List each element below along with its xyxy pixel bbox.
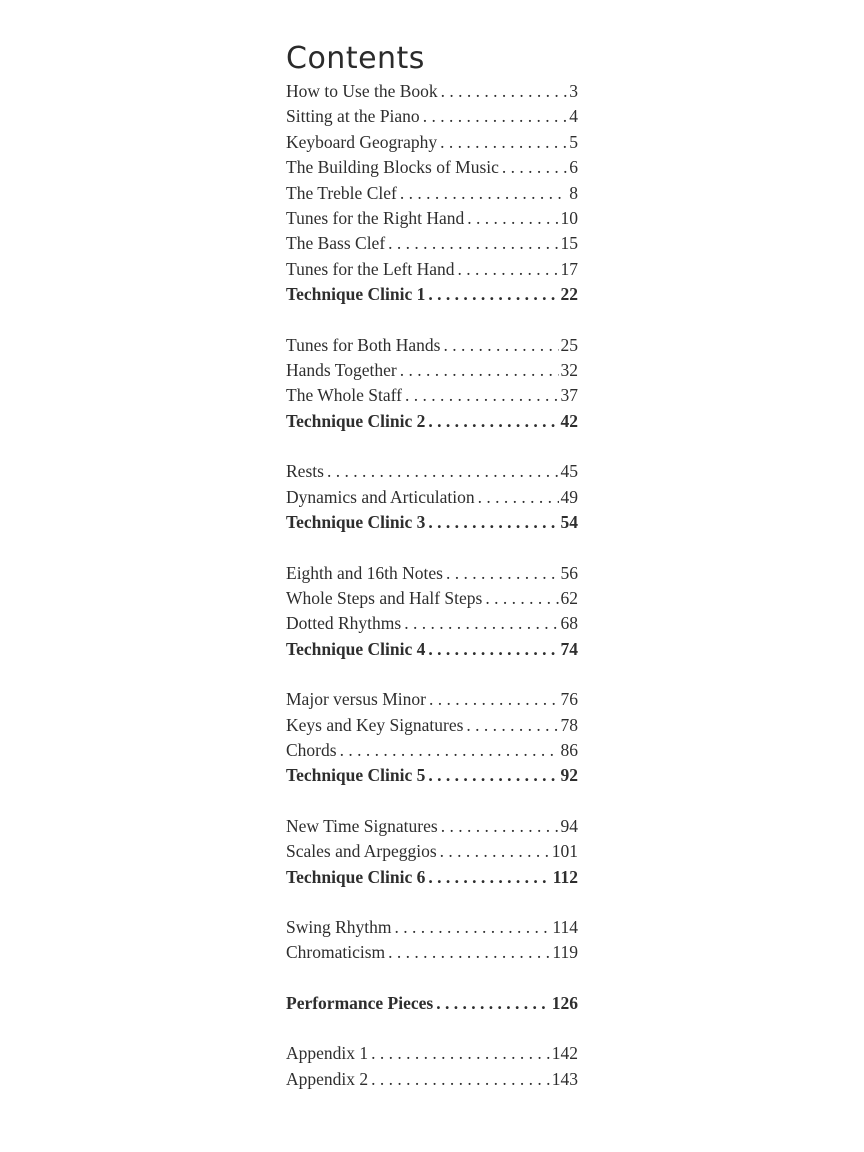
dot-leader (429, 687, 559, 712)
dot-leader (428, 637, 558, 662)
toc-entry-label: Rests (286, 461, 324, 482)
toc-entry-label: Tunes for Both Hands (286, 334, 441, 355)
toc-entry (286, 358, 578, 383)
dot-leader (400, 181, 567, 206)
dot-leader (466, 713, 558, 738)
toc-entry-page-number: 5 (569, 131, 578, 152)
toc-entry (286, 586, 578, 611)
toc-entry (286, 459, 578, 484)
toc-entry-label: Hands Together (286, 360, 397, 381)
toc-group (286, 915, 578, 966)
toc-entry-label: The Treble Clef (286, 182, 397, 203)
toc-entry-label: Dotted Rhythms (286, 613, 402, 634)
dot-leader (436, 991, 550, 1016)
toc-group (286, 1041, 578, 1092)
toc-entry-page-number: 45 (560, 461, 578, 482)
dot-leader (441, 79, 568, 104)
toc-entry-page-number: 114 (552, 916, 578, 937)
toc-entry-label: Appendix 1 (286, 1043, 369, 1064)
toc-entry (286, 865, 578, 890)
toc-entry (286, 991, 578, 1016)
toc-entry-page-number: 10 (560, 208, 578, 229)
toc-entry-label: Technique Clinic 5 (286, 765, 426, 786)
toc-entry-label: The Building Blocks of Music (286, 157, 499, 178)
toc-group (286, 991, 578, 1016)
toc-entry (286, 333, 578, 358)
toc-entry (286, 104, 578, 129)
toc-entry (286, 763, 578, 788)
toc-entry (286, 485, 578, 510)
toc-entry-page-number: 101 (551, 841, 578, 862)
dot-leader (441, 814, 559, 839)
toc-entry (286, 409, 578, 434)
dot-leader (395, 915, 551, 940)
dot-leader (440, 130, 567, 155)
toc-entry (286, 839, 578, 864)
toc-entry-label: Major versus Minor (286, 689, 426, 710)
dot-leader (428, 282, 558, 307)
toc-entry-page-number: 25 (560, 334, 578, 355)
toc-entry-label: Chords (286, 739, 337, 760)
toc-group (286, 687, 578, 789)
toc-entry-page-number: 78 (560, 714, 578, 735)
toc-entry-label: Technique Clinic 3 (286, 512, 426, 533)
toc-entry-label: Sitting at the Piano (286, 106, 420, 127)
toc-entry-page-number: 17 (560, 258, 578, 279)
toc-entry (286, 637, 578, 662)
toc-entry-page-number: 3 (569, 81, 578, 101)
toc-entry (286, 231, 578, 256)
toc-entry-page-number: 22 (560, 284, 578, 305)
toc-entry (286, 611, 578, 636)
toc-entry (286, 1067, 578, 1092)
toc-entry-label: Tunes for the Left Hand (286, 258, 455, 279)
toc-entry-page-number: 49 (560, 486, 578, 507)
dot-leader (405, 383, 559, 408)
toc-entry-label: Keyboard Geography (286, 131, 438, 152)
toc-entry-page-number: 6 (569, 157, 578, 178)
toc-entry (286, 561, 578, 586)
toc-entry-page-number: 119 (552, 942, 578, 963)
toc-entry (286, 282, 578, 307)
toc-entry (286, 130, 578, 155)
toc-entry-label: The Whole Staff (286, 385, 402, 406)
dot-leader (327, 459, 559, 484)
dot-leader (388, 940, 550, 965)
toc-entry-label: Whole Steps and Half Steps (286, 587, 483, 608)
toc-list (286, 79, 578, 1092)
toc-group (286, 333, 578, 435)
toc-entry-page-number: 62 (560, 587, 578, 608)
toc-entry-page-number: 56 (560, 562, 578, 583)
toc-entry-label: Scales and Arpeggios (286, 841, 437, 862)
toc-entry-page-number: 68 (560, 613, 578, 634)
toc-entry (286, 257, 578, 282)
dot-leader (423, 104, 568, 129)
toc-entry (286, 1041, 578, 1066)
dot-leader (502, 155, 567, 180)
toc-entry-page-number: 142 (551, 1043, 578, 1064)
toc-entry-page-number: 126 (551, 992, 578, 1013)
dot-leader (404, 611, 558, 636)
toc-entry-page-number: 32 (560, 360, 578, 381)
toc-entry-page-number: 4 (569, 106, 578, 127)
toc-entry-label: Technique Clinic 6 (286, 866, 426, 887)
toc-entry-label: Performance Pieces (286, 992, 434, 1013)
toc-entry (286, 155, 578, 180)
dot-leader (446, 561, 559, 586)
dot-leader (478, 485, 559, 510)
toc-entry-page-number: 42 (560, 410, 578, 431)
toc-entry-label: How to Use the Book (286, 81, 438, 101)
toc-group (286, 79, 578, 308)
toc-entry-label: The Bass Clef (286, 233, 386, 254)
dot-leader (458, 257, 559, 282)
toc-group (286, 459, 578, 535)
toc-entry (286, 206, 578, 231)
dot-leader (443, 333, 558, 358)
toc-entry-page-number: 86 (560, 739, 578, 760)
toc-entry-label: Technique Clinic 2 (286, 410, 426, 431)
toc-entry-page-number: 112 (552, 866, 578, 887)
dot-leader (428, 865, 550, 890)
toc-entry-label: Technique Clinic 4 (286, 638, 426, 659)
toc-entry (286, 510, 578, 535)
toc-group (286, 814, 578, 890)
toc-entry-page-number: 94 (560, 815, 578, 836)
dot-leader (467, 206, 558, 231)
dot-leader (371, 1067, 550, 1092)
toc-entry (286, 181, 578, 206)
toc-entry-page-number: 54 (560, 512, 578, 533)
toc-entry-label: Tunes for the Right Hand (286, 208, 465, 229)
dot-leader (400, 358, 559, 383)
toc-group (286, 561, 578, 663)
toc-entry-page-number: 76 (560, 689, 578, 710)
dot-leader (428, 510, 558, 535)
toc-entry-label: Appendix 2 (286, 1068, 369, 1089)
toc-entry-page-number: 143 (551, 1068, 578, 1089)
toc-entry (286, 383, 578, 408)
toc-entry (286, 79, 578, 104)
page-title: Contents (286, 41, 425, 76)
toc-entry-label: Swing Rhythm (286, 916, 392, 937)
toc-entry-page-number: 37 (560, 385, 578, 406)
toc-entry-label: New Time Signatures (286, 815, 438, 836)
toc-entry (286, 940, 578, 965)
toc-entry (286, 738, 578, 763)
toc-entry-label: Technique Clinic 1 (286, 284, 426, 305)
toc-entry-label: Dynamics and Articulation (286, 486, 475, 507)
toc-entry-label: Keys and Key Signatures (286, 714, 464, 735)
toc-entry-page-number: 8 (569, 182, 578, 203)
toc-entry (286, 713, 578, 738)
toc-entry-page-number: 15 (560, 233, 578, 254)
toc-entry-label: Eighth and 16th Notes (286, 562, 443, 583)
dot-leader (340, 738, 559, 763)
dot-leader (485, 586, 558, 611)
toc-entry-page-number: 92 (560, 765, 578, 786)
dot-leader (388, 231, 558, 256)
toc-entry (286, 814, 578, 839)
toc-entry (286, 687, 578, 712)
toc-page (286, 0, 578, 1092)
toc-entry-page-number: 74 (560, 638, 578, 659)
dot-leader (371, 1041, 550, 1066)
toc-entry-label: Chromaticism (286, 942, 386, 963)
toc-entry (286, 915, 578, 940)
dot-leader (440, 839, 550, 864)
dot-leader (428, 763, 558, 788)
dot-leader (428, 409, 558, 434)
